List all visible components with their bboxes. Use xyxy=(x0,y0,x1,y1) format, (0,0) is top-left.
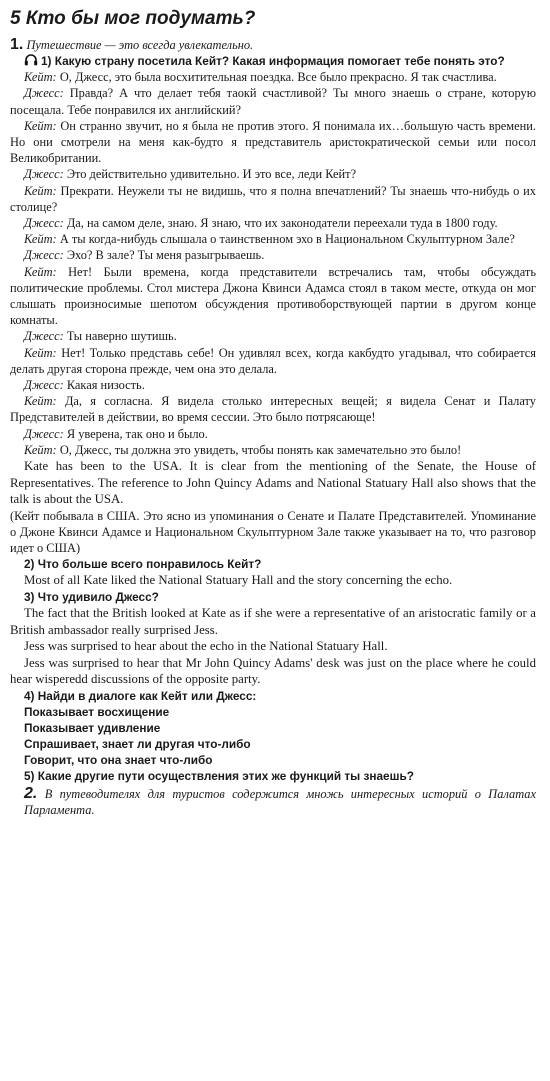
question-3: 3) Что удивило Джесс? xyxy=(24,590,159,605)
dialogue-text: Прекрати. Неужели ты не видишь, что я полна впечатлений? Ты знаешь что-нибудь о их столице? xyxy=(10,183,536,214)
dialogue-text: Это действительно удивительно. И это все, леди Кейт? xyxy=(66,167,357,182)
question-1-text: 1) Какую страну посетила Кейт? Какая информация помогает тебе понять это? xyxy=(41,54,505,69)
dialogue-line xyxy=(10,328,536,344)
dialogue-line xyxy=(10,393,536,425)
dialogue-speaker: Кейт: xyxy=(24,232,57,247)
dialogue-speaker: Джесс: xyxy=(24,167,64,182)
dialogue-speaker: Джесс: xyxy=(24,329,64,344)
dialogue-speaker: Кейт: xyxy=(24,345,57,360)
dialogue-line xyxy=(10,183,536,215)
dialogue-speaker: Кейт: xyxy=(24,264,57,279)
dialogue-speaker: Джесс: xyxy=(24,378,64,393)
exercise-1-intro: Путешествие — это всегда увлекательно. xyxy=(26,38,254,52)
question-2: 2) Что больше всего понравилось Кейт? xyxy=(24,557,262,572)
dialogue-speaker: Джесс: xyxy=(24,426,64,441)
dialogue-text: Он странно звучит, но я была не против этого. Я понимала их…большую часть времени. Но они смотрели на меня как-будто я представитель аристократической семьи или посол Великобритании. xyxy=(10,118,536,166)
dialogue-line xyxy=(10,118,536,167)
dialogue-line xyxy=(10,231,536,247)
answer-1-russian: (Кейт побывала в США. Это ясно из упоминания о Сенате и Палате Представителей. Упоминание о Джоне Квинси Адамсе и Национальном Скульптурном Зале также указывает на то, что разговор идет о США) xyxy=(10,508,536,556)
headphones-icon xyxy=(24,54,38,66)
dialogue-line xyxy=(10,69,536,85)
dialogue-text: А ты когда-нибудь слышала о таинственном эхо в Национальном Скульптурном Зале? xyxy=(59,232,515,247)
unit-number: 5 xyxy=(10,8,21,29)
dialogue-speaker: Джесс: xyxy=(24,86,64,101)
dialogue-line xyxy=(10,377,536,393)
dialogue-text: Нет! Только представь себе! Он удивлял всех, когда какбудто угадывал, что собирается делать другая сторона прежде, чем она это делала. xyxy=(10,345,536,376)
dialogue-text: Да, на самом деле, знаю. Я знаю, что их законодатели переехали туда в 1800 году. xyxy=(66,216,498,231)
dialogue-line xyxy=(10,247,536,263)
exercise-1-header xyxy=(10,37,536,53)
dialogue-text: Да, я согласна. Я видела столько интересных вещей; я видела Сенат и Палату Представителей в действии, во время сессии. Это было потрясающе! xyxy=(10,394,536,425)
dialogue-speaker: Кейт: xyxy=(24,442,57,457)
dialogue-line xyxy=(10,345,536,377)
dialogue-speaker: Кейт: xyxy=(24,183,57,198)
dialogue-line xyxy=(10,442,536,458)
dialogue-line xyxy=(10,85,536,117)
dialogue-speaker: Кейт: xyxy=(24,70,57,85)
dialogue-text: О, Джесс, ты должна это увидеть, чтобы понять как замечательно это было! xyxy=(59,442,462,457)
answer-3-2: Jess was surprised to hear about the echo in the National Statuary Hall. xyxy=(24,639,388,654)
unit-title-text: Кто бы мог подумать? xyxy=(25,8,256,29)
dialogue-line xyxy=(10,215,536,231)
dialogue-speaker: Джесс: xyxy=(24,248,64,263)
exercise-2-number: 2. xyxy=(24,785,38,803)
dialogue-text: Нет! Были времена, когда представители встречались там, чтобы обсуждать политические проблемы. Стол мистера Джона Квинси Адамса стоял в таком месте, откуда он мог слышать произносимые шепотом обсуждения противоборствующей партии в другом конце комнаты. xyxy=(10,264,536,328)
dialogue-line xyxy=(10,166,536,182)
dialogue-speaker: Кейт: xyxy=(24,118,57,133)
unit-title xyxy=(10,6,536,32)
exercise-2-text: В путеводителях для туристов содержится множь интересных историй о Палатах Парламента. xyxy=(24,787,536,818)
answer-3-1: The fact that the British looked at Kate as if she were a representative of an aristocratic family or a British ambassador really surprised Jess. xyxy=(10,606,536,637)
question-4-item: Показывает удивление xyxy=(24,721,161,736)
exercise-1-number: 1. xyxy=(10,36,24,53)
question-1 xyxy=(10,53,536,69)
dialogue-line xyxy=(10,264,536,329)
dialogue-text: Эхо? В зале? Ты меня разыгрываешь. xyxy=(66,248,265,263)
question-5: 5) Какие другие пути осуществления этих же функций ты знаешь? xyxy=(24,769,414,784)
dialogue-line xyxy=(10,426,536,442)
dialogue-text: Я уверена, так оно и было. xyxy=(66,426,208,441)
dialogue-speaker: Кейт: xyxy=(24,394,57,409)
question-4-item: Спрашивает, знает ли другая что-либо xyxy=(24,737,251,752)
answer-1-english: Kate has been to the USA. It is clear from the mentioning of the Senate, the House of Representatives. The reference to John Quincy Adams and National Statuary Hall also shows that the talk is about the USA. xyxy=(10,459,536,507)
question-4-item: Показывает восхищение xyxy=(24,705,170,720)
dialogue-text: Ты наверно шутишь. xyxy=(66,329,177,344)
dialogue-speaker: Джесс: xyxy=(24,216,64,231)
exercise-2 xyxy=(10,786,536,818)
answer-3-3: Jess was surprised to hear that Mr John Quincy Adams' desk was just on the place where he could hear wisperedd discussions of the opposite party. xyxy=(10,655,536,687)
dialogue-text: Правда? А что делает тебя таокй счастливой? Ты много знаешь о стране, которую посещала. Тебе понравился их английский? xyxy=(10,86,536,117)
question-4-item: Говорит, что она знает что-либо xyxy=(24,753,213,768)
dialogue-text: Какая низость. xyxy=(66,378,145,393)
question-4: 4) Найди в диалоге как Кейт или Джесс: xyxy=(24,689,257,704)
dialogue xyxy=(10,69,536,458)
dialogue-text: О, Джесс, это была восхитительная поездка. Все было прекрасно. Я так счастлива. xyxy=(59,70,497,85)
answer-2: Most of all Kate liked the National Statuary Hall and the story concerning the echo. xyxy=(24,573,453,588)
